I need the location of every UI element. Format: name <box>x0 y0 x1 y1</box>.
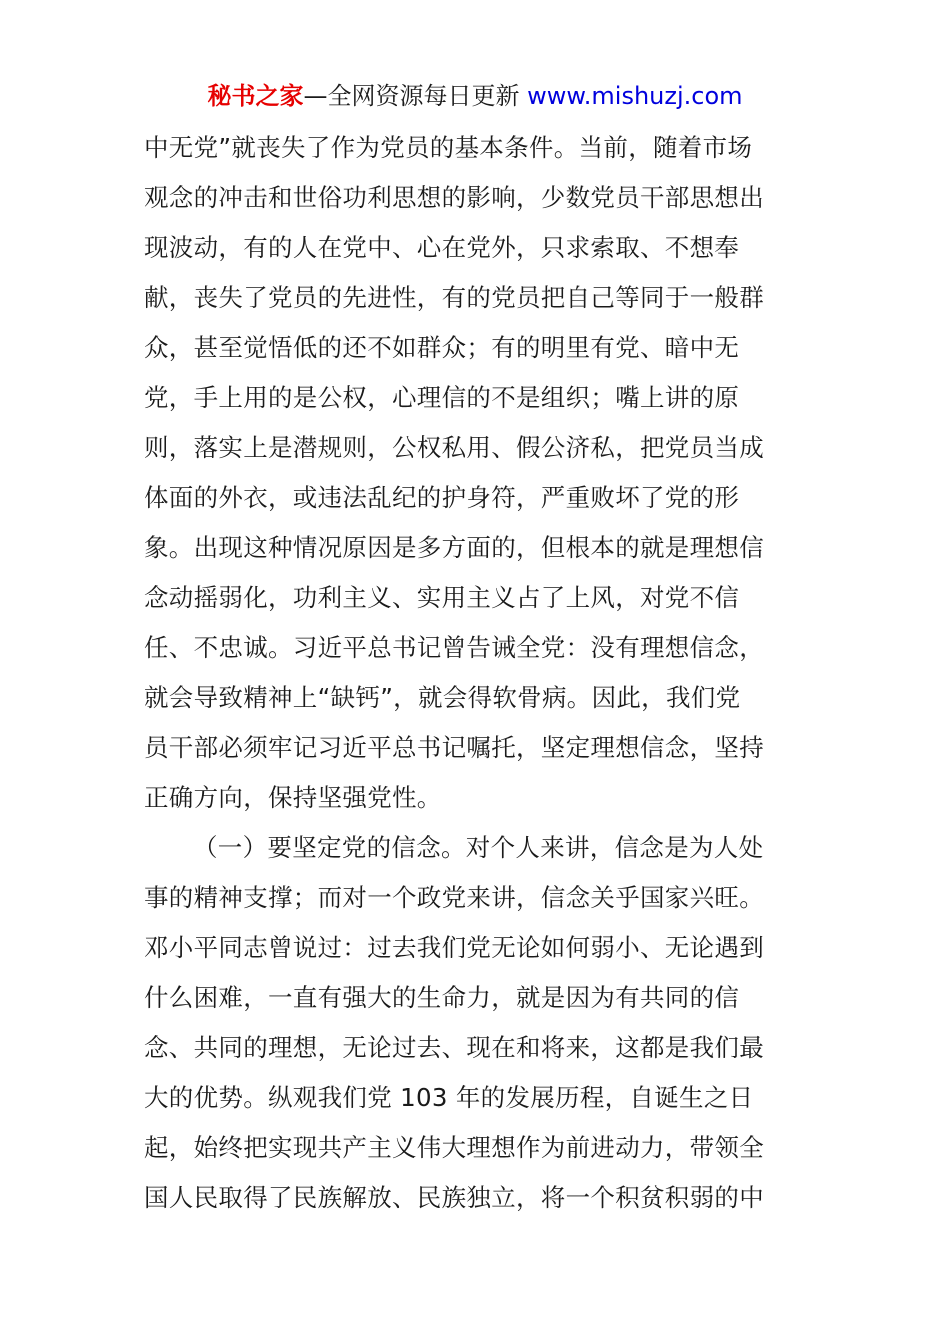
text-line: 体面的外衣，或违法乱纪的护身符，严重败坏了党的形 <box>144 483 740 512</box>
text-line: 正确方向，保持坚强党性。 <box>144 783 442 812</box>
text-line: 众，甚至觉悟低的还不如群众；有的明里有党、暗中无 <box>144 333 740 362</box>
text-line: 献，丧失了党员的先进性，有的党员把自己等同于一般群 <box>144 283 764 312</box>
text-line: 任、不忠诚。习近平总书记曾告诫全党：没有理想信念， <box>144 633 764 662</box>
text-line: 就会导致精神上“缺钙”，就会得软骨病。因此，我们党 <box>144 683 741 712</box>
document-body <box>144 123 809 1223</box>
section-heading-line: （一）要坚定党的信念。对个人来讲，信念是为人处 <box>193 833 764 862</box>
text-line: 念动摇弱化，功利主义、实用主义占了上风，对党不信 <box>144 583 740 612</box>
page-header <box>0 80 950 112</box>
text-line: 观念的冲击和世俗功利思想的影响，少数党员干部思想出 <box>144 183 764 212</box>
text-line: 象。出现这种情况原因是多方面的，但根本的就是理想信 <box>144 533 764 562</box>
text-line: 什么困难，一直有强大的生命力，就是因为有共同的信 <box>144 983 740 1012</box>
text-line: 念、共同的理想，无论过去、现在和将来，这都是我们最 <box>144 1033 764 1062</box>
text-line: 国人民取得了民族解放、民族独立，将一个积贫积弱的中 <box>144 1183 764 1212</box>
text-line: 员干部必须牢记习近平总书记嘱托，坚定理想信念，坚持 <box>144 733 764 762</box>
text-line: 则，落实上是潜规则，公权私用、假公济私，把党员当成 <box>144 433 764 462</box>
text-line: 现波动，有的人在党中、心在党外，只求索取、不想奉 <box>144 233 740 262</box>
text-line: 起，始终把实现共产主义伟大理想作为前进动力，带领全 <box>144 1133 764 1162</box>
header-tagline: —全网资源每日更新 <box>303 82 528 110</box>
text-line: 事的精神支撑；而对一个政党来讲，信念关乎国家兴旺。 <box>144 883 764 912</box>
text-line: 邓小平同志曾说过：过去我们党无论如何弱小、无论遇到 <box>144 933 764 962</box>
brand-name: 秘书之家 <box>207 82 304 110</box>
text-line: 中无党”就丧失了作为党员的基本条件。当前，随着市场 <box>144 133 753 162</box>
site-url-link[interactable]: www.mishuzj.com <box>527 82 743 110</box>
text-line: 大的优势。纵观我们党 103 年的发展历程，自诞生之日 <box>144 1083 754 1112</box>
text-line: 党，手上用的是公权，心理信的不是组织；嘴上讲的原 <box>144 383 740 412</box>
